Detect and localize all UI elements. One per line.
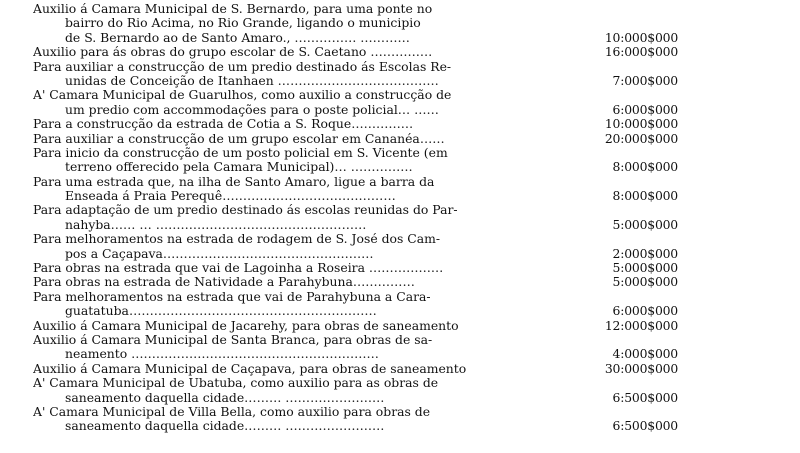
- entry-text: Auxilio á Camara Municipal de Santa Branca, para obras de sa-: [33, 332, 433, 347]
- entry-amount: 6:000$000: [612, 304, 678, 319]
- entry-line: [33, 261, 678, 275]
- entry-text: A' Camara Municipal de Villa Bella, como auxilio para obras de: [33, 404, 431, 419]
- entry-text: unidas de Conceição de Itanhaen …………………………………: [65, 73, 439, 88]
- entry-parnahyba: [33, 203, 678, 232]
- entry-lagoinha: [33, 261, 678, 275]
- entry-text: Enseada á Praia Perequê……………………………………: [65, 189, 396, 204]
- entry-text: Auxilio á Camara Municipal de S. Bernardo, para uma ponte no: [33, 2, 433, 16]
- entry-sao-vicente: [33, 146, 678, 175]
- entry-line: [33, 304, 678, 318]
- entry-line: [33, 419, 678, 433]
- entry-cotia: [33, 117, 678, 131]
- entry-line: [33, 247, 678, 261]
- entry-amount: 8:000$000: [612, 189, 678, 204]
- entry-amount: 5:000$000: [612, 275, 678, 290]
- entry-line: [33, 391, 678, 405]
- entry-line: [33, 132, 678, 146]
- entry-text: A' Camara Municipal de Guarulhos, como auxilio a construcção de: [33, 88, 452, 103]
- entry-text: pos a Caçapava……………………………………………: [65, 246, 374, 261]
- entry-line: [33, 2, 678, 16]
- entry-text: neamento ……………………………………………………: [65, 347, 379, 362]
- entry-text: bairro do Rio Acima, no Rio Grande, ligando o municipio: [65, 16, 421, 31]
- entry-sao-caetano: [33, 45, 678, 59]
- entry-line: [33, 203, 678, 217]
- entry-santa-branca: [33, 333, 678, 362]
- entry-line: [33, 405, 678, 419]
- entry-amount: 5:000$000: [612, 261, 678, 276]
- entry-amount: 12:000$000: [604, 318, 678, 333]
- entry-text: Para obras na estrada de Natividade a Parahybuna……………: [33, 275, 415, 290]
- entry-text: A' Camara Municipal de Ubatuba, como auxilio para as obras de: [33, 376, 439, 391]
- entry-caraguatatuba: [33, 290, 678, 319]
- entry-line: [33, 189, 678, 203]
- entry-amount: 6:500$000: [612, 419, 678, 434]
- entry-text: Para adaptação de um predio destinado ás escolas reunidas do Par-: [33, 203, 458, 218]
- entry-amount: 10:000$000: [604, 30, 678, 45]
- entry-text: Para auxiliar a construcção de um grupo escolar em Cananéa……: [33, 131, 445, 146]
- entry-villa-bella: [33, 405, 678, 434]
- entry-line: [33, 347, 678, 361]
- entry-itanhaen: [33, 60, 678, 89]
- entry-text: guatatuba……………………………………………………: [65, 304, 377, 319]
- entry-text: saneamento daquella cidade……… ……………………: [65, 390, 385, 405]
- entry-line: [33, 218, 678, 232]
- entry-amount: 8:000$000: [612, 160, 678, 175]
- entry-text: nahyba…… … ……………………………………………: [65, 217, 367, 232]
- entry-text: um predio com accommodações para o poste policial… ……: [65, 102, 439, 117]
- entry-amount: 30:000$000: [604, 361, 678, 376]
- entry-text: Para inicio da construcção de um posto policial em S. Vicente (em: [33, 145, 448, 160]
- entry-amount: 6:500$000: [612, 390, 678, 405]
- entry-amount: 4:000$000: [612, 347, 678, 362]
- entry-cacapava: [33, 362, 678, 376]
- entry-line: [33, 88, 678, 102]
- entry-santo-amaro: [33, 175, 678, 204]
- entry-line: [33, 146, 678, 160]
- entry-text: Auxilio á Camara Municipal de Jacarehy, para obras de saneamento: [33, 318, 459, 333]
- entry-line: [33, 175, 678, 189]
- entry-amount: 5:000$000: [612, 217, 678, 232]
- entry-sao-bernardo: [33, 2, 678, 45]
- entry-amount: 6:000$000: [612, 102, 678, 117]
- entry-line: [33, 232, 678, 246]
- entry-line: [33, 45, 678, 59]
- entry-cananea: [33, 132, 678, 146]
- entry-amount: 10:000$000: [604, 117, 678, 132]
- entry-text: Para uma estrada que, na ilha de Santo Amaro, ligue a barra da: [33, 174, 435, 189]
- entry-line: [33, 333, 678, 347]
- entry-line: [33, 275, 678, 289]
- entry-text: Auxilio á Camara Municipal de Caçapava, para obras de saneamento: [33, 361, 467, 376]
- entry-text: terreno offerecido pela Camara Municipal)… ……………: [65, 160, 413, 175]
- entry-line: [33, 362, 678, 376]
- entry-guarulhos: [33, 88, 678, 117]
- entry-ubatuba: [33, 376, 678, 405]
- entry-amount: 16:000$000: [604, 45, 678, 60]
- entry-text: de S. Bernardo ao de Santo Amaro., …………… …………: [65, 30, 410, 45]
- entry-text: Para obras na estrada que vai de Lagoinha a Roseira ………………: [33, 261, 444, 276]
- entry-line: [33, 160, 678, 174]
- entry-line: [33, 319, 678, 333]
- entry-line: [33, 74, 678, 88]
- entry-line: [33, 103, 678, 117]
- entry-amount: 7:000$000: [612, 73, 678, 88]
- entry-line: [33, 60, 678, 74]
- entry-line: [33, 290, 678, 304]
- entry-sao-jose-dos-campos: [33, 232, 678, 261]
- entry-text: Auxilio para ás obras do grupo escolar de S. Caetano ……………: [33, 45, 433, 60]
- entry-line: [33, 16, 678, 30]
- entry-text: Para a construcção da estrada de Cotia a S. Roque……………: [33, 117, 414, 132]
- entry-text: saneamento daquella cidade……… ……………………: [65, 419, 385, 434]
- entry-amount: 2:000$000: [612, 246, 678, 261]
- entry-text: Para melhoramentos na estrada que vai de Parahybuna a Cara-: [33, 289, 431, 304]
- entry-line: [33, 376, 678, 390]
- entry-natividade: [33, 275, 678, 289]
- entry-amount: 20:000$000: [604, 131, 678, 146]
- entry-jacarehy: [33, 319, 678, 333]
- entry-text: Para melhoramentos na estrada de rodagem de S. José dos Cam-: [33, 232, 441, 247]
- entry-text: Para auxiliar a construcção de um predio destinado ás Escolas Re-: [33, 59, 452, 74]
- entry-line: [33, 117, 678, 131]
- entry-line: [33, 31, 678, 45]
